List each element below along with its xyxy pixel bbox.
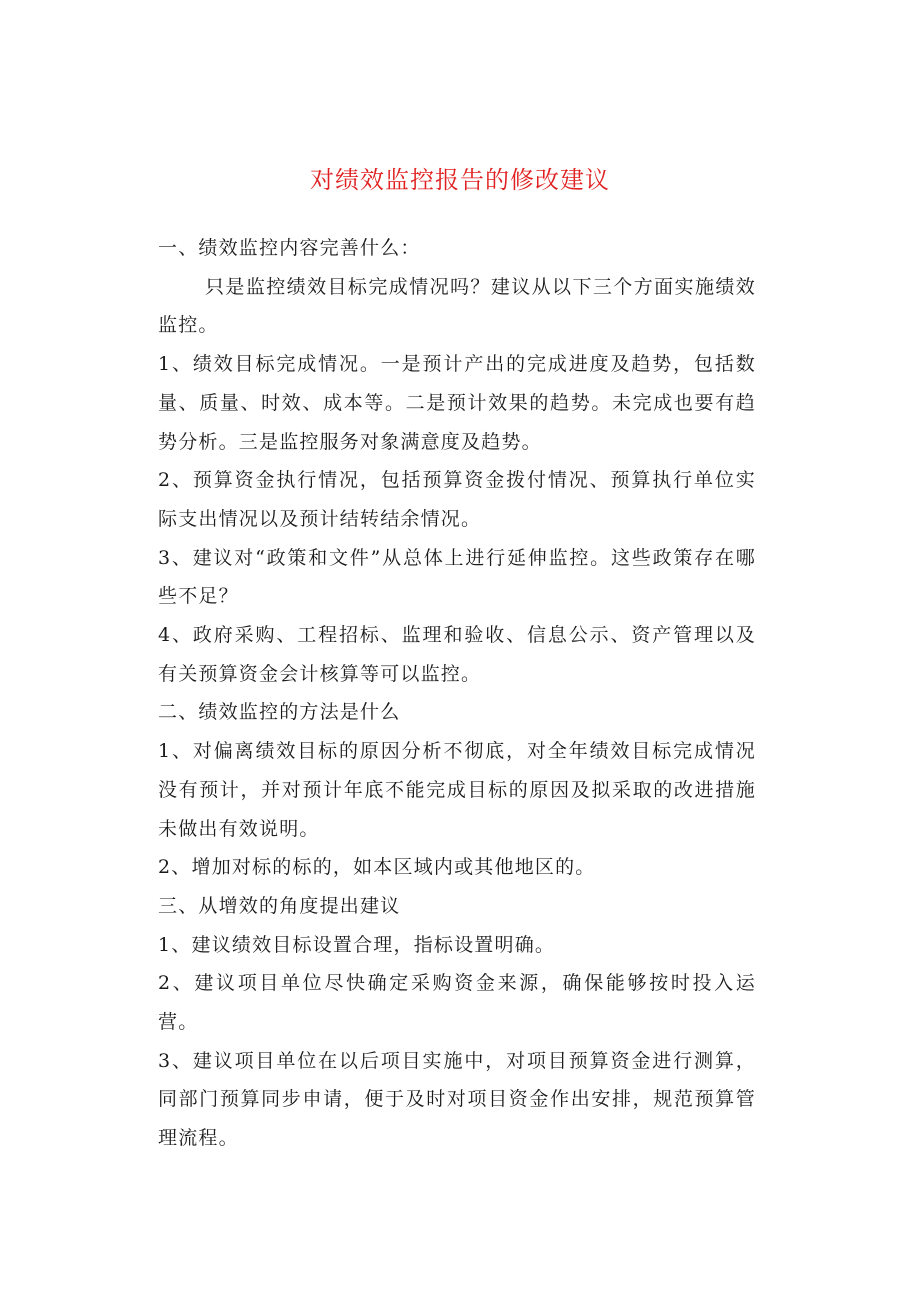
list-item: 1、对偏离绩效目标的原因分析不彻底，对全年绩效目标完成情况没有预计，并对预计年底不能完成目标的原因及拟采取的改进措施未做出有效说明。 (158, 740, 756, 840)
list-item: 1、建议绩效目标设置合理，指标设置明确。 (158, 933, 556, 956)
list-item: 3、建议对“政策和文件”从总体上进行延伸监控。这些政策存在哪些不足？ (158, 546, 756, 608)
list-item: 1、绩效目标完成情况。一是预计产出的完成进度及趋势，包括数量、质量、时效、成本等。二是预计效果的趋势。未完成也要有趋势分析。三是监控服务对象满意度及趋势。 (158, 353, 756, 453)
list-item: 2、建议项目单位尽快确定采购资金来源，确保能够按时投入运营。 (158, 972, 756, 1034)
list-item: 4、政府采购、工程招标、监理和验收、信息公示、资产管理以及有关预算资金会计核算等可以监控。 (158, 624, 756, 685)
section-heading-content: 一、绩效监控内容完善什么： (158, 237, 421, 259)
list-item: 2、预算资金执行情况，包括预算资金拨付情况、预算执行单位实际支出情况以及预计结转结余情况。 (158, 469, 756, 530)
document-body (158, 229, 756, 1158)
body-paragraph: 只是监控绩效目标完成情况吗？建议从以下三个方面实施绩效监控。 (158, 275, 756, 337)
list-item: 2、增加对标的标的，如本区域内或其他地区的。 (158, 856, 596, 879)
section-heading-suggestions: 三、从增效的角度提出建议 (158, 894, 401, 917)
section-heading-method: 二、绩效监控的方法是什么 (158, 701, 401, 724)
list-item: 3、建议项目单位在以后项目实施中，对项目预算资金进行测算，同部门预算同步申请，便于及时对项目资金作出安排，规范预算管理流程。 (158, 1049, 756, 1150)
document-title: 对绩效监控报告的修改建议 (310, 166, 610, 194)
